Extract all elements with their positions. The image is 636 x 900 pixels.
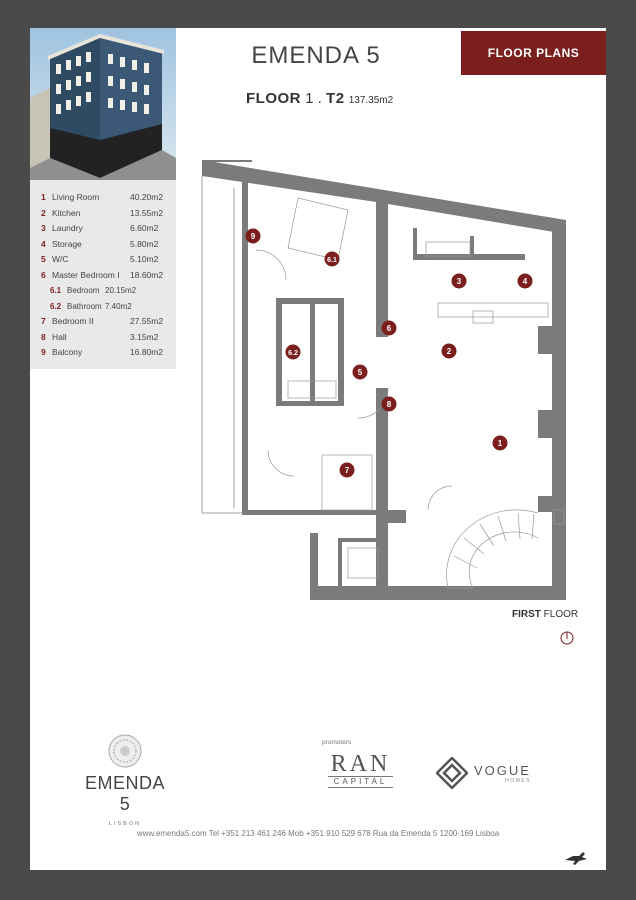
room-area: 16.80m2 [130,347,164,357]
svg-text:5: 5 [357,368,363,377]
room-marker-4 [518,274,533,289]
floor-total-area: 137.35m2 [348,95,394,106]
floor-type: T2 [326,90,345,107]
room-area: 13.55m2 [130,207,164,218]
room-area: 40.20m2 [130,192,164,202]
svg-text:7: 7 [344,466,350,475]
room-number: 5 [41,254,46,264]
ran-capital-logo [328,752,393,788]
svg-text:2: 2 [446,347,452,356]
north-compass-icon [560,631,574,645]
room-marker-1 [493,436,508,451]
room-row [41,252,170,268]
room-number: 9 [41,347,46,357]
room-number: 3 [41,223,46,233]
promoters-label: promoters [322,739,352,746]
floor-caption [512,609,578,620]
room-name: Living Room [52,192,100,202]
ran-logo-subtext: CAPITAL [328,776,393,788]
room-number: 1 [41,192,46,202]
room-name: Master Bedroom I [52,269,120,280]
room-area: 20.15m2 [105,286,137,295]
floor-label: FLOOR [246,90,301,107]
emenda-logo [80,733,170,827]
room-marker-8 [382,397,397,412]
emenda-logo-name: EMENDA 5 [84,773,165,814]
room-marker-9 [246,229,261,244]
room-number: 4 [41,238,46,249]
ran-logo-text: RAN [330,751,391,777]
room-area: 5.10m2 [130,254,159,264]
building-photo [30,28,176,180]
room-name: Hall [52,331,67,342]
room-area: 7.40m2 [105,301,132,311]
room-marker-6-1 [325,252,340,267]
room-number: 6.2 [50,301,62,311]
room-number: 7 [41,316,46,326]
vogue-logo-subtext: HOMES [505,777,531,784]
room-marker-7 [340,463,355,478]
svg-text:3: 3 [456,277,462,286]
room-name: W/C [52,254,69,264]
svg-text:1: 1 [497,439,503,448]
room-area: 3.15m2 [130,331,159,342]
svg-text:9: 9 [250,232,256,241]
bird-icon [563,850,589,868]
vogue-logo-text: VOGUE [474,762,531,778]
room-area: 6.60m2 [130,223,159,233]
room-row [41,268,170,284]
room-name: Bedroom [67,286,100,295]
svg-text:8: 8 [386,400,392,409]
floor-plan-sheet [30,28,606,870]
room-row [41,190,170,206]
room-number: 2 [41,207,46,218]
svg-text:4: 4 [522,277,528,286]
room-marker-5 [353,365,368,380]
floor-caption-rest: FLOOR [543,609,579,620]
room-row [41,221,170,237]
room-number: 6 [41,269,46,280]
svg-text:6.2: 6.2 [288,350,298,357]
room-name: Kitchen [52,207,81,218]
room-subrow [41,283,170,299]
project-title: EMENDA 5 [251,42,381,69]
floor-plan-drawing [198,158,578,603]
room-name: Laundry [52,223,83,233]
room-number: 6.1 [50,286,62,295]
room-name: Bathroom [67,301,102,311]
floor-plans-badge: FLOOR PLANS [461,31,606,75]
room-row [41,237,170,253]
svg-text:6.1: 6.1 [327,257,337,264]
room-name: Bedroom II [52,316,94,326]
footer-contact: www.emenda5.com Tel +351 213 461 246 Mob +351 910 529 678 Rua da Emenda 5 1200-169 Lisboa [136,829,500,838]
vogue-homes-logo [436,756,531,790]
ceiling-rose-icon [107,733,143,769]
room-row [41,330,170,346]
room-area: 18.60m2 [130,269,164,280]
room-marker-6-2 [286,345,301,360]
vogue-diamond-icon [436,757,468,789]
emenda-logo-city: LISBON [108,821,142,827]
room-marker-6 [382,321,397,336]
floor-caption-bold: FIRST [512,609,541,620]
room-marker-2 [442,344,457,359]
room-row [41,314,170,330]
room-area-table [30,180,176,369]
svg-text:6: 6 [386,324,392,333]
room-markers [246,229,533,478]
room-area: 27.55m2 [130,316,164,326]
room-row [41,345,170,361]
room-marker-3 [452,274,467,289]
room-subrow [41,299,170,315]
room-number: 8 [41,331,46,342]
room-row [41,206,170,222]
floor-number: 1 . [305,90,322,107]
floor-heading [246,90,393,107]
room-area: 5.80m2 [130,238,159,249]
room-name: Balcony [52,347,83,357]
room-name: Storage [52,238,82,249]
